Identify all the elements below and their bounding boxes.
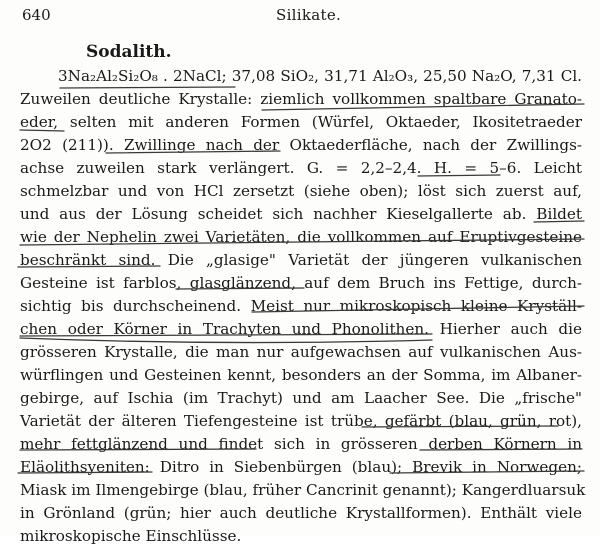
text-line: grösseren Krystalle, die man nur aufgewachsen auf vulkanischen Aus- (20, 343, 582, 361)
section-title: Sodalith. (86, 42, 172, 62)
text-line: 3Na₂Al₂Si₂O₈ . 2NaCl; 37,08 SiO₂, 31,71 Al₂O₃, 25,50 Na₂O, 7,31 Cl. (58, 67, 582, 85)
text-line: gebirge, auf Ischia (im Trachyt) und am Laacher See. Die „frische" (20, 389, 582, 407)
text-line: achse zuweilen stark verlängert. G. = 2,2–2,4. H. = 5–6. Leicht (20, 159, 582, 177)
text-line: in Grönland (grün; hier auch deutliche Krystallformen). Enthält viele (20, 504, 582, 522)
text-line: eder, selten mit anderen Formen (Würfel, Oktaeder, Ikositetraeder (20, 113, 582, 131)
text-line: schmelzbar und von HCl zersetzt (siehe oben); löst sich zuerst auf, (20, 182, 582, 200)
text-line: mehr fettglänzend und findet sich in grösseren derben Körnern in (20, 435, 582, 453)
text-line: 2O2 (211)). Zwillinge nach der Oktaederfläche, nach der Zwillings- (20, 136, 582, 154)
text-line: Varietät der älteren Tiefengesteine ist trübe, gefärbt (blau, grün, rot), (20, 412, 582, 430)
text-line: chen oder Körner in Trachyten und Phonolithen. Hierher auch die (20, 320, 582, 338)
text-line: und aus der Lösung scheidet sich nachher Kieselgallerte ab. Bildet (20, 205, 582, 223)
running-head: Silikate. (276, 6, 342, 24)
text-line: Gesteine ist farblos, glasglänzend, auf dem Bruch ins Fettige, durch- (20, 274, 582, 292)
page-number: 640 (22, 6, 51, 24)
text-line: beschränkt sind. Die „glasige" Varietät der jüngeren vulkanischen (20, 251, 582, 269)
text-line: mikroskopische Einschlüsse. (20, 527, 242, 545)
text-line: wie der Nephelin zwei Varietäten, die vollkommen auf Eruptivgesteine (20, 228, 582, 246)
text-line: Eläolithsyeniten: Ditro in Siebenbürgen (blau); Brevik in Norwegen; (20, 458, 582, 476)
text-line: Miask im Ilmengebirge (blau, früher Cancrinit genannt); Kangerdluarsuk (20, 481, 586, 499)
text-line: sichtig bis durchscheinend. Meist nur mikroskopisch kleine Kryställ- (20, 297, 582, 315)
text-line: würflingen und Gesteinen kennt, besonders an der Somma, im Albaner- (20, 366, 582, 384)
underline-mark (60, 87, 235, 88)
text-line: Zuweilen deutliche Krystalle: ziemlich vollkommen spaltbare Granato- (20, 90, 582, 108)
